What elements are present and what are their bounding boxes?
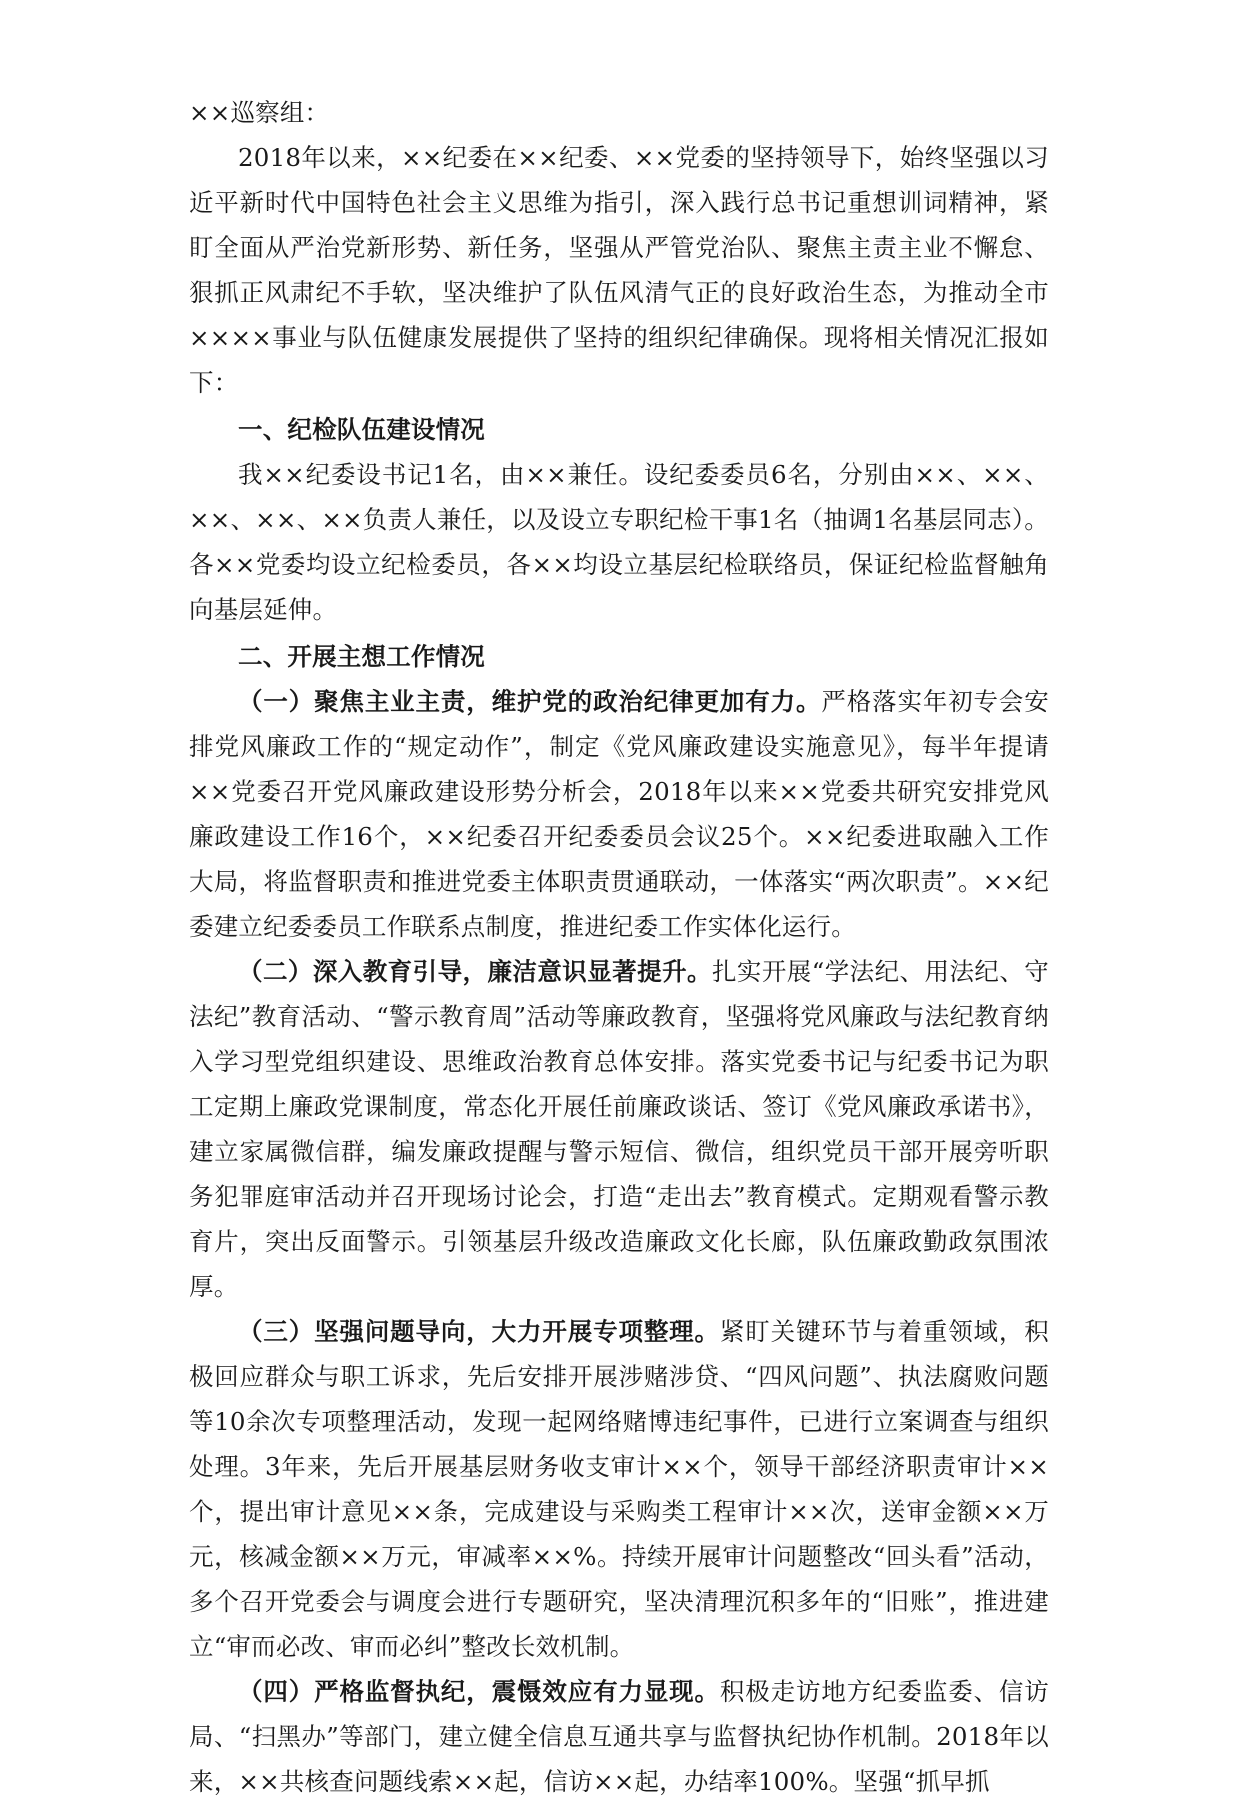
subsection-2-body: 扎实开展“学法纪、用法纪、守法纪”教育活动、“警示教育周”活动等廉政教育，坚强将党风廉政与法纪教育纳入学习型党组织建设、思维政治教育总体安排。落实党委书记与纪委书记为职工定期上廉政党课制度，常态化开展任前廉政谈话、签订《党风廉政承诺书》，建立家属微信群，编发廉政提醒与警示短信、微信，组织党员干部开展旁听职务犯罪庭审活动并召开现场讨论会，打造“走出去”教育模式。定期观看警示教育片，突出反面警示。引领基层升级改造廉政文化长廊，队伍廉政勤政氛围浓厚。 xyxy=(189,957,1049,1301)
salutation: ××巡察组： xyxy=(189,98,330,127)
section-1-heading: 一、纪检队伍建设情况 xyxy=(238,415,485,444)
document-page xyxy=(189,90,1049,1804)
subsection-4-lead: （四）严格监督执纪，震慑效应有力显现。 xyxy=(238,1677,720,1706)
subsection-1-body: 严格落实年初专会安排党风廉政工作的“规定动作”，制定《党风廉政建设实施意见》，每半年提请××党委召开党风廉政建设形势分析会，2018年以来××党委共研究安排党风廉政建设工作16个，××纪委召开纪委委员会议25个。××纪委进取融入工作大局，将监督职责和推进党委主体职责贯通联动，一体落实“两次职责”。××纪委建立纪委委员工作联系点制度，推进纪委工作实体化运行。 xyxy=(189,687,1049,941)
subsection-4 xyxy=(189,1669,1049,1804)
subsection-4-body: 积极走访地方纪委监委、信访局、“扫黑办”等部门，建立健全信息互通共享与监督执纪协作机制。2018年以来，××共核查问题线索××起，信访××起，办结率100%。坚强“抓早抓 xyxy=(189,1677,1049,1796)
subsection-3-body: 紧盯关键环节与着重领域，积极回应群众与职工诉求，先后安排开展涉赌涉贷、“四风问题”、执法腐败问题等10余次专项整理活动，发现一起网络赌博违纪事件，已进行立案调查与组织处理。3年来，先后开展基层财务收支审计××个，领导干部经济职责审计××个，提出审计意见××条，完成建设与采购类工程审计××次，送审金额××万元，核减金额××万元，审减率××%。持续开展审计问题整改“回头看”活动，多个召开党委会与调度会进行专题研究，坚决清理沉积多年的“旧账”，推进建立“审而必改、审而必纠”整改长效机制。 xyxy=(189,1317,1049,1661)
subsection-3-lead: （三）坚强问题导向，大力开展专项整理。 xyxy=(238,1317,720,1346)
subsection-3 xyxy=(189,1309,1049,1669)
section-2-heading: 二、开展主想工作情况 xyxy=(238,642,485,671)
section-1-body: 我××纪委设书记1名，由××兼任。设纪委委员6名，分别由××、××、××、××、××负责人兼任，以及设立专职纪检干事1名（抽调1名基层同志）。各××党委均设立纪检委员，各××均设立基层纪检联络员，保证纪检监督触角向基层延伸。 xyxy=(189,460,1049,624)
intro-paragraph: 2018年以来，××纪委在××纪委、××党委的坚持领导下，始终坚强以习近平新时代中国特色社会主义思维为指引，深入践行总书记重想训词精神，紧盯全面从严治党新形势、新任务，坚强从严管党治队、聚焦主责主业不懈怠、狠抓正风肃纪不手软，坚决维护了队伍风清气正的良好政治生态，为推动全市××××事业与队伍健康发展提供了坚持的组织纪律确保。现将相关情况汇报如下： xyxy=(189,143,1049,397)
subsection-2-lead: （二）深入教育引导，廉洁意识显著提升。 xyxy=(238,957,712,986)
subsection-2 xyxy=(189,949,1049,1309)
subsection-1 xyxy=(189,679,1049,949)
subsection-1-lead: （一）聚焦主业主责，维护党的政治纪律更加有力。 xyxy=(238,687,822,716)
